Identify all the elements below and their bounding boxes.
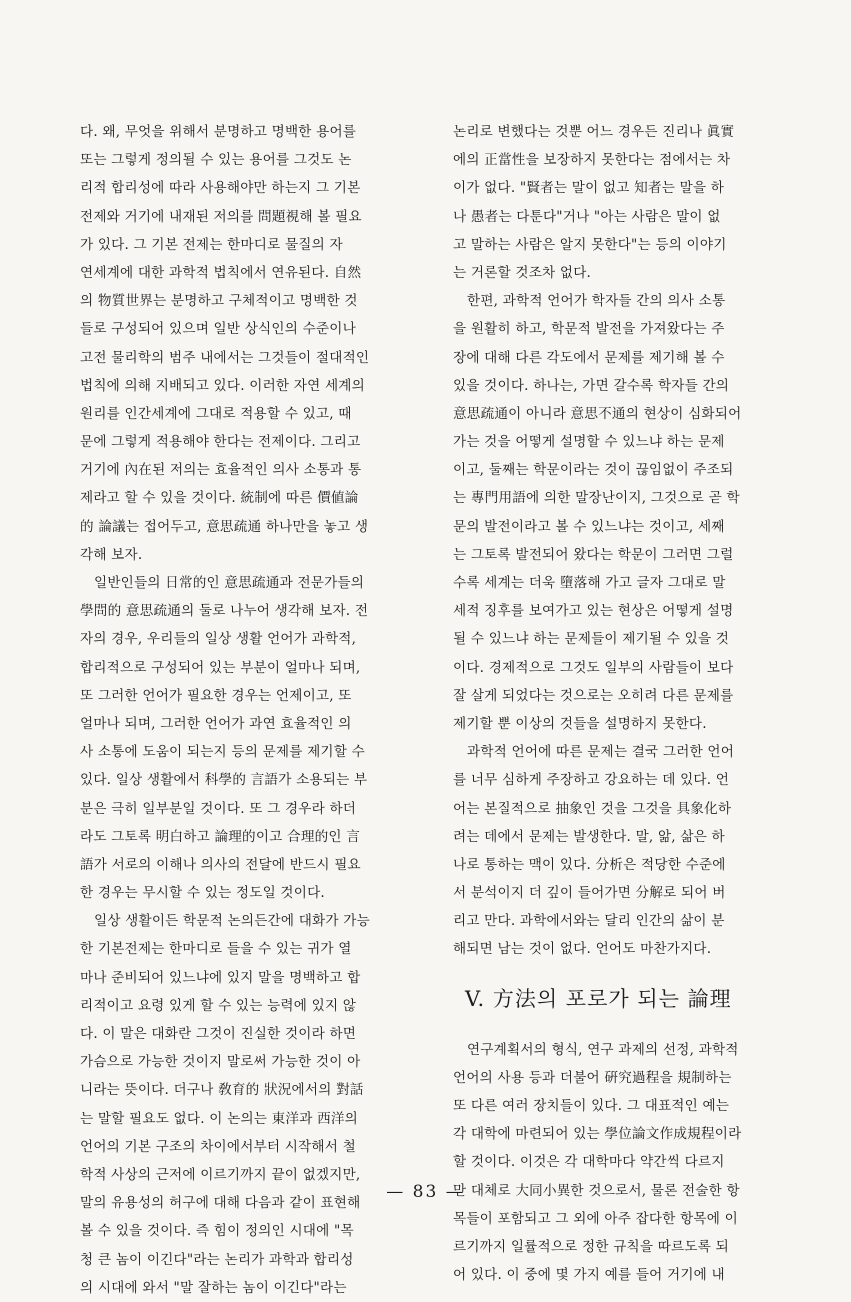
text-line: 를 너무 심하게 주장하고 강요하는 데 있다. 언 xyxy=(453,772,730,789)
text-line: 장에 대해 다른 각도에서 문제를 제기해 볼 수 xyxy=(453,349,725,366)
page-number: — 83 — xyxy=(386,1182,465,1202)
text-line: 잘 살게 되었다는 것으로는 오히려 다른 문제를 xyxy=(453,687,734,704)
text-line: 만 대체로 大同小異한 것으로서, 물론 전술한 항 xyxy=(453,1182,740,1199)
text-line: 는 專門用語에 의한 말장난이지, 그것으로 곧 학 xyxy=(453,490,740,507)
text-line: 리고 만다. 과학에서와는 달리 인간의 삶이 분 xyxy=(453,913,725,930)
text-line: 한 기본전제는 한마디로 들을 수 있는 귀가 열 xyxy=(80,941,352,958)
text-line: 문에 그렇게 적용해야 한다는 전제이다. 그리고 xyxy=(80,434,361,451)
text-line: 원리를 인간세계에 그대로 적용할 수 있고, 때 xyxy=(80,405,352,422)
text-line: 는 말할 필요도 없다. 이 논의는 東洋과 西洋의 xyxy=(80,1110,358,1127)
right-column-top-text xyxy=(453,118,798,964)
text-line: 을 원활히 하고, 학문적 발전을 가져왔다는 주 xyxy=(453,321,725,338)
text-line: 또는 그렇게 정의될 수 있는 용어를 그것도 논 xyxy=(80,152,352,169)
text-line: 나 愚者는 다툰다"거나 "아는 사람은 말이 없 xyxy=(453,208,721,225)
text-line: 제라고 할 수 있을 것이다. 統制에 따른 價値論 xyxy=(80,490,359,507)
text-line: 있을 것이다. 하나는, 가면 갈수록 학자들 간의 xyxy=(453,377,730,394)
text-line: 고 말하는 사람은 알지 못한다"는 등의 이야기 xyxy=(453,236,727,253)
text-line: 과학적 언어에 따른 문제는 결국 그러한 언어 xyxy=(467,744,735,761)
left-column xyxy=(80,118,425,1302)
text-line: 각해 보자. xyxy=(80,546,143,563)
text-line: 고전 물리학의 범주 내에서는 그것들이 절대적인 xyxy=(80,349,370,366)
text-line: 에의 正當性을 보장하지 못한다는 점에서는 차 xyxy=(453,152,731,169)
text-line: 전제와 거기에 내재된 저의를 問題視해 볼 필요 xyxy=(80,208,362,225)
text-line: 분은 극히 일부분일 것이다. 또 그 경우라 하더 xyxy=(80,800,357,817)
text-line: 일상 생활이든 학문적 논의든간에 대화가 가능 xyxy=(94,913,370,930)
text-line: 어는 본질적으로 抽象인 것을 그것을 具象化하 xyxy=(453,800,732,817)
text-line: 라도 그토록 明白하고 論理的이고 合理的인 言 xyxy=(80,828,361,845)
text-line: 리적 합리성에 따라 사용해야만 하는지 그 기본 xyxy=(80,180,361,197)
right-column-bottom-text xyxy=(453,1036,798,1290)
text-line: 언어의 기본 구조의 차이에서부터 시작해서 철 xyxy=(80,1138,356,1155)
text-line: 나로 통하는 맥이 있다. 分析은 적당한 수준에 xyxy=(453,856,726,873)
text-line: 語가 서로의 이해나 의사의 전달에 반드시 필요 xyxy=(80,856,361,873)
text-line: 자의 경우, 우리들의 일상 생활 언어가 과학적, xyxy=(80,631,357,648)
text-line: 마나 준비되어 있느냐에 있지 말을 명백하고 합 xyxy=(80,969,361,986)
text-line: 제기할 뿐 이상의 것들을 설명하지 못한다. xyxy=(453,715,707,732)
text-line: 니라는 뜻이다. 더구나 敎育的 狀況에서의 對話 xyxy=(80,1082,364,1099)
text-line: 해되면 남는 것이 없다. 언어도 마찬가지다. xyxy=(453,941,712,958)
text-line: 사 소통에 도움이 되는지 등의 문제를 제기할 수 xyxy=(80,744,365,761)
text-line: 의 시대에 와서 "말 잘하는 놈이 이긴다"라는 xyxy=(80,1279,347,1296)
text-line: 의 物質世界는 분명하고 구체적이고 명백한 것 xyxy=(80,293,358,310)
text-line: 일반인들의 日常的인 意思疏通과 전문가들의 xyxy=(94,575,365,591)
text-line: 또 다른 여러 장치들이 있다. 그 대표적인 예는 xyxy=(453,1098,730,1114)
text-line: 이가 없다. "賢者는 말이 없고 知者는 말을 하 xyxy=(453,180,725,197)
text-line: 말의 유용성의 허구에 대해 다음과 같이 표현해 xyxy=(80,1195,361,1212)
text-line: 될 수 있느냐 하는 문제들이 제기될 수 있을 것 xyxy=(453,631,730,648)
text-line: 얼마나 되며, 그러한 언어가 과연 효율적인 의 xyxy=(80,715,352,732)
text-line: 리적이고 요령 있게 할 수 있는 능력에 있지 않 xyxy=(80,997,357,1014)
text-line: 가슴으로 가능한 것이지 말로써 가능한 것이 아 xyxy=(80,1054,361,1071)
text-line: 세적 징후를 보여가고 있는 현상은 어떻게 설명 xyxy=(453,603,734,620)
text-line: 다. 이 말은 대화란 그것이 진실한 것이라 하면 xyxy=(80,1026,357,1042)
text-line: 있다. 일상 생활에서 科學的 言語가 소용되는 부 xyxy=(80,772,368,789)
text-line: 볼 수 있을 것이다. 즉 힘이 정의인 시대에 "목 xyxy=(80,1223,354,1240)
text-line: 이다. 경제적으로 그것도 일부의 사람들이 보다 xyxy=(453,659,734,676)
text-line: 각 대학에 마련되어 있는 學位論文作成規程이라 xyxy=(453,1126,742,1143)
text-line: 다. 왜, 무엇을 위해서 분명하고 명백한 용어를 xyxy=(80,124,357,140)
text-line: 법칙에 의해 지배되고 있다. 이러한 자연 세계의 xyxy=(80,377,365,394)
text-line: 르기까지 일률적으로 정한 규칙을 따르도록 되 xyxy=(453,1238,729,1255)
text-line: 는 그토록 발전되어 왔다는 학문이 그러면 그럴 xyxy=(453,546,734,563)
text-line: 합리적으로 구성되어 있는 부분이 얼마나 되며, xyxy=(80,659,361,676)
text-line: 한 경우는 무시할 수 있는 정도일 것이다. xyxy=(80,885,325,902)
text-line: 언어의 사용 등과 더불어 硏究過程을 規制하는 xyxy=(453,1069,732,1086)
right-column xyxy=(453,118,798,1289)
text-line: 연구계획서의 형식, 연구 과제의 선정, 과학적 xyxy=(467,1041,739,1058)
text-line: 거기에 內在된 저의는 효율적인 의사 소통과 통 xyxy=(80,462,362,479)
text-line: 수록 세계는 더욱 墮落해 가고 글자 그대로 말 xyxy=(453,575,726,591)
text-line: 서 분석이지 더 깊이 들어가면 分解로 되어 버 xyxy=(453,885,726,902)
text-line: 목들이 포함되고 그 외에 아주 잡다한 항목에 이 xyxy=(453,1210,738,1227)
text-line: 할 것이다. 이것은 각 대학마다 약간씩 다르지 xyxy=(453,1154,725,1171)
text-line: 들로 구성되어 있으며 일반 상식인의 수준이나 xyxy=(80,321,356,338)
text-line: 학적 사상의 근저에 이르기까지 끝이 없겠지만, xyxy=(80,1166,361,1183)
text-line: 한편, 과학적 언어가 학자들 간의 의사 소통 xyxy=(467,293,726,310)
section-heading: V. 方法의 포로가 되는 論理 xyxy=(465,986,732,1011)
text-line: 가 있다. 그 기본 전제는 한마디로 물질의 자 xyxy=(80,236,343,253)
text-line: 또 그러한 언어가 필요한 경우는 언제이고, 또 xyxy=(80,687,352,704)
text-line: 어 있다. 이 중에 몇 가지 예를 들어 거기에 내 xyxy=(453,1267,725,1284)
text-line: 논리로 변했다는 것뿐 어느 경우든 진리나 眞實 xyxy=(453,124,735,140)
text-line: 려는 데에서 문제는 발생한다. 말, 앎, 삶은 하 xyxy=(453,828,725,845)
text-line: 的 論議는 접어두고, 意思疏通 하나만을 놓고 생 xyxy=(80,518,369,535)
text-line: 문의 발전이라고 볼 수 있느냐는 것이고, 세째 xyxy=(453,518,725,535)
text-line: 가는 것을 어떻게 설명할 수 있느냐 하는 문제 xyxy=(453,434,725,451)
text-line: 이고, 둘째는 학문이라는 것이 끊임없이 주조되 xyxy=(453,462,734,479)
text-line: 청 큰 놈이 이긴다"라는 논리가 과학과 합리성 xyxy=(80,1251,354,1268)
text-line: 意思疏通이 아니라 意思不通의 현상이 심화되어 xyxy=(453,405,742,422)
text-line: 學問的 意思疏通의 둘로 나누어 생각해 보자. 전 xyxy=(80,603,369,620)
text-line: 는 거론할 것조차 없다. xyxy=(453,264,592,281)
text-line: 연세계에 대한 과학적 법칙에서 연유된다. 自然 xyxy=(80,264,362,281)
